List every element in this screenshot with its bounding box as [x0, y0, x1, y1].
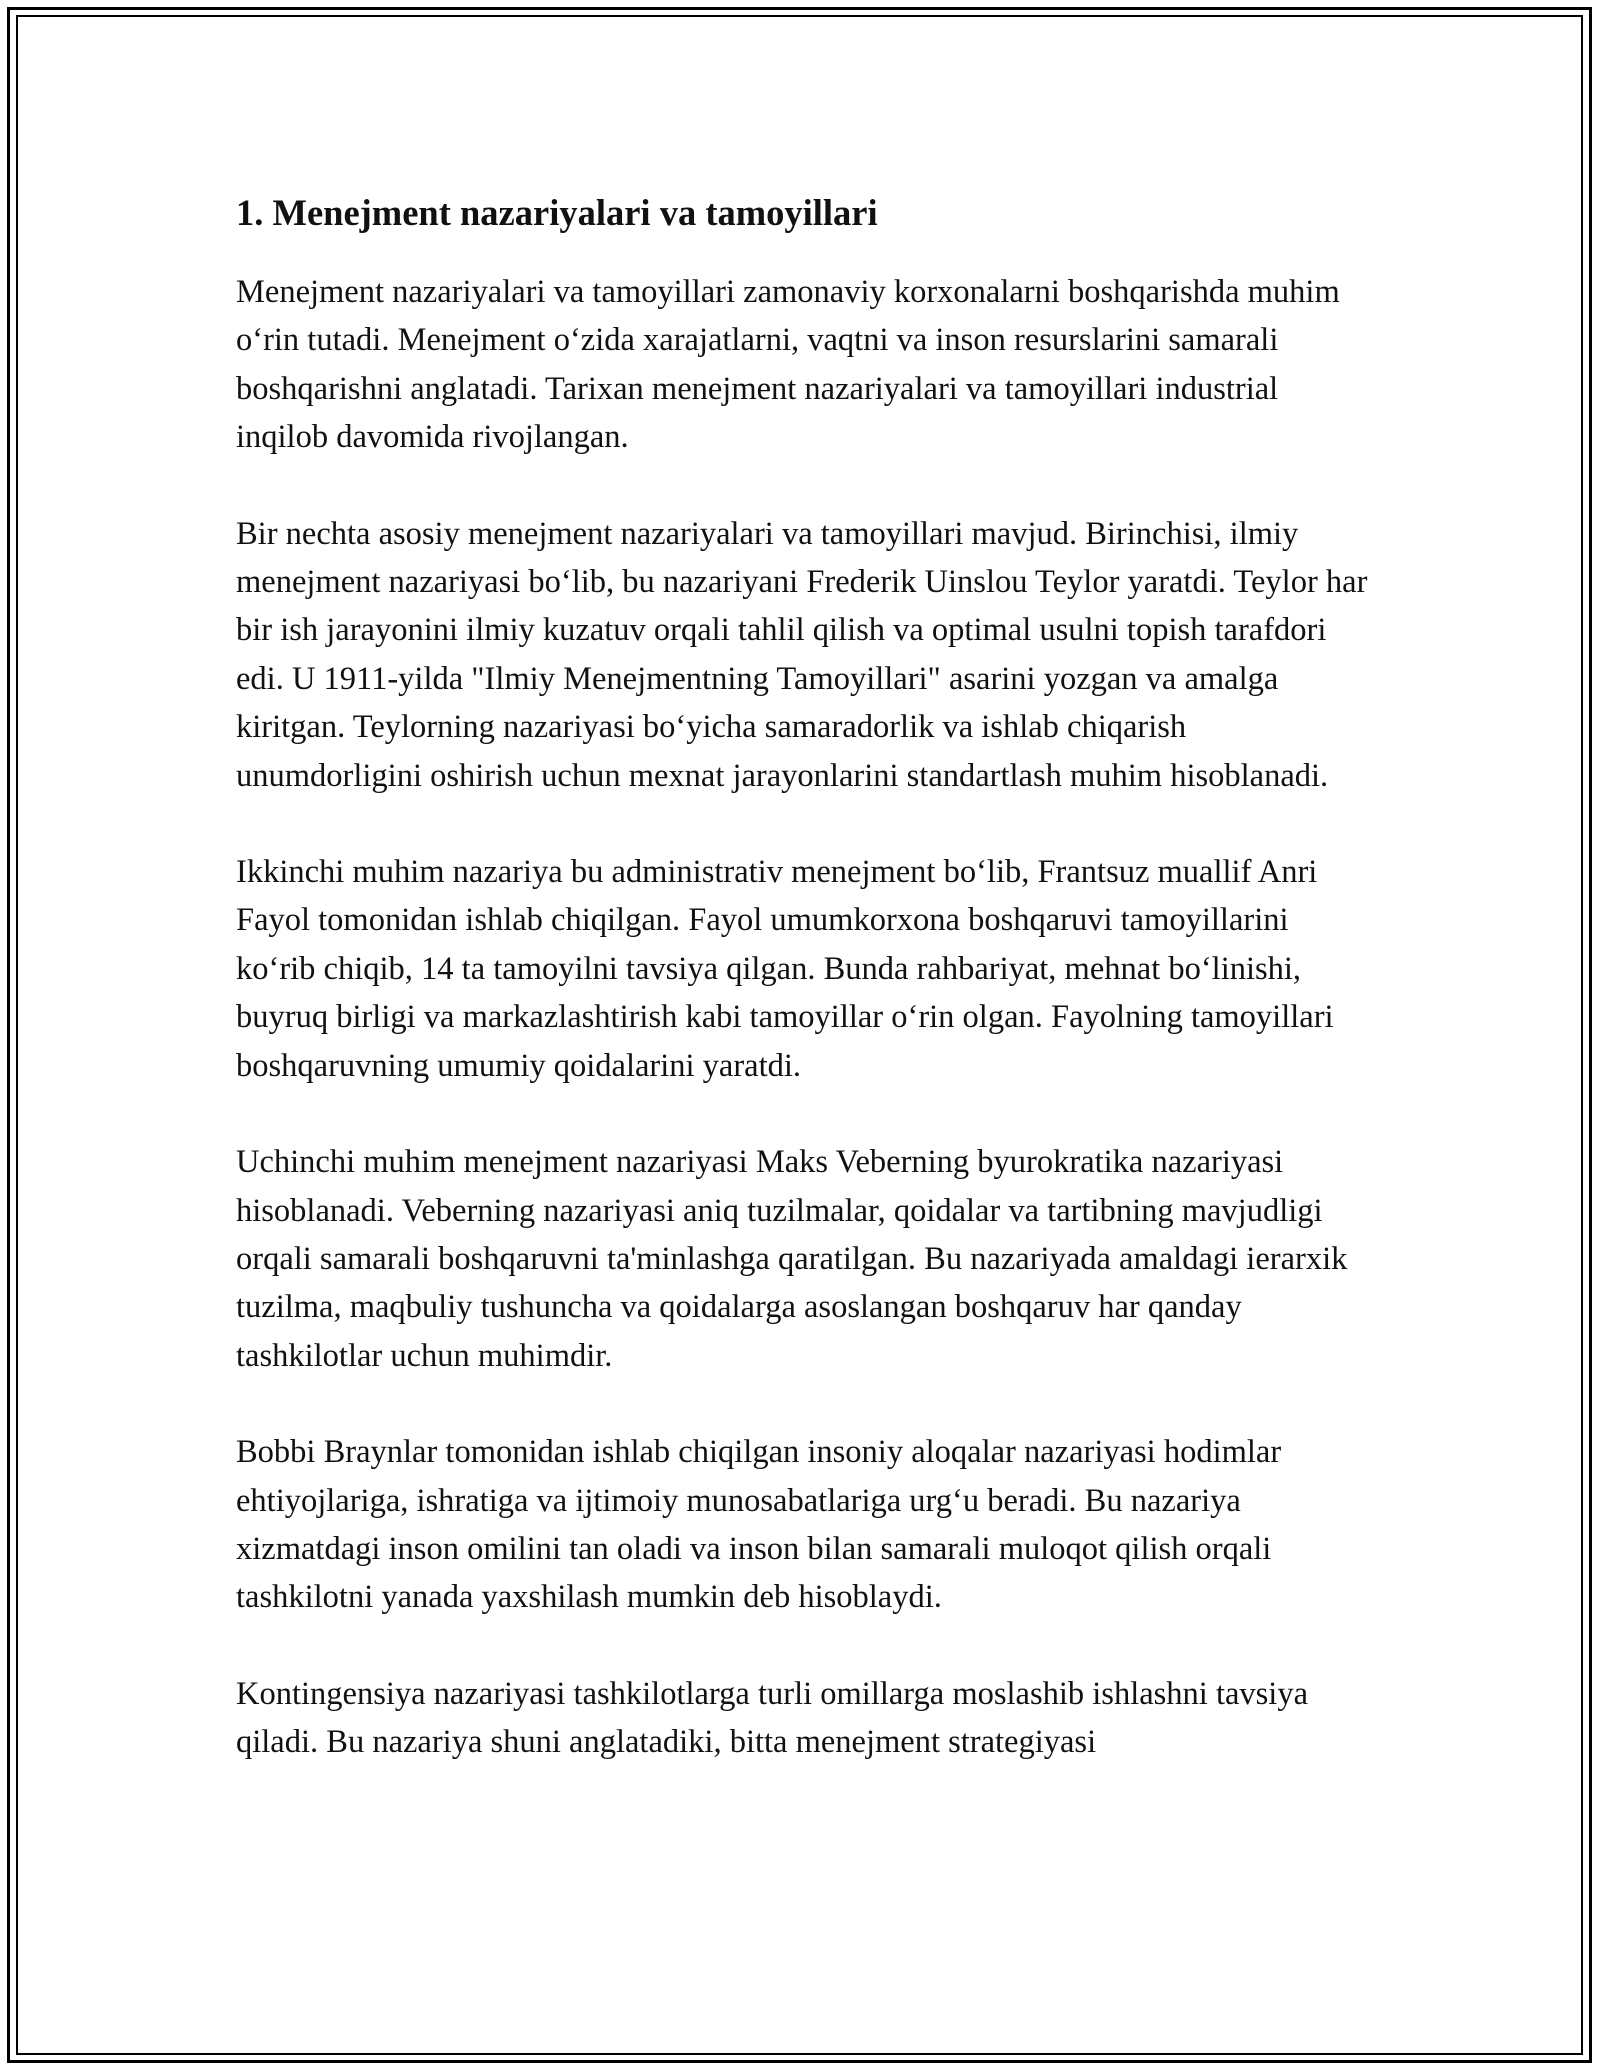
paragraph-human-relations: Bobbi Braynlar tomonidan ishlab chiqilgan insoniy aloqalar nazariyasi hodimlar ehtiyojlariga, ishratiga va ijtimoiy munosabatlariga urgʻu beradi. Bu nazariya xizmatdagi inson omilini tan oladi va inson bilan samarali muloqot qilish orqali tashkilotni yanada yaxshilash mumkin deb hisoblaydi.: [236, 1434, 1282, 1616]
section-heading: 1. Menejment nazariyalari va tamoyillari: [236, 192, 878, 233]
paragraph-administrative-management: Ikkinchi muhim nazariya bu administrativ menejment boʻlib, Frantsuz muallif Anri Fayol tomonidan ishlab chiqilgan. Fayol umumkorxona boshqaruvi tamoyillarini koʻrib chiqib, 14 ta tamoyilni tavsiya qilgan. Bunda rahbariyat, mehnat boʻlinishi, buyruq birligi va markazlashtirish kabi tamoyillar oʻrin olgan. Fayolning tamoyillari boshqaruvning umumiy qoidalarini yaratdi.: [236, 854, 1334, 1084]
paragraph-bureaucracy-theory: Uchinchi muhim menejment nazariyasi Maks Veberning byurokratika nazariyasi hisoblanadi. Veberning nazariyasi aniq tuzilmalar, qoidalar va tartibning mavjudligi orqali samarali boshqaruvni ta'minlashga qaratilgan. Bu nazariyada amaldagi ierarxik tuzilma, maqbuliy tushuncha va qoidalarga asoslangan boshqaruv har qanday tashkilotlar uchun muhimdir.: [236, 1144, 1348, 1374]
paragraph-scientific-management: Bir nechta asosiy menejment nazariyalari va tamoyillari mavjud. Birinchisi, ilmiy menejment nazariyasi boʻlib, bu nazariyani Frederik Uinslou Teylor yaratdi. Teylor har bir ish jarayonini ilmiy kuzatuv orqali tahlil qilish va optimal usulni topish tarafdori edi. U 1911-yilda "Ilmiy Menejmentning Tamoyillari" asarini yozgan va amalga kiritgan. Teylorning nazariyasi boʻyicha samaradorlik va ishlab chiqarish unumdorligini oshirish uchun mexnat jarayonlarini standartlash muhim hisoblanadi.: [236, 515, 1368, 794]
document-body: [236, 186, 1376, 1815]
paragraph-introduction: Menejment nazariyalari va tamoyillari zamonaviy korxonalarni boshqarishda muhim oʻrin tutadi. Menejment oʻzida xarajatlarni, vaqtni va inson resurslarini samarali boshqarishni anglatadi. Tarixan menejment nazariyalari va tamoyillari industrial inqilob davomida rivojlangan.: [236, 274, 1340, 456]
paragraph-contingency-theory: Kontingensiya nazariyasi tashkilotlarga turli omillarga moslashib ishlashni tavsiya qiladi. Bu nazariya shuni anglatadiki, bitta menejment strategiyasi: [236, 1675, 1309, 1761]
